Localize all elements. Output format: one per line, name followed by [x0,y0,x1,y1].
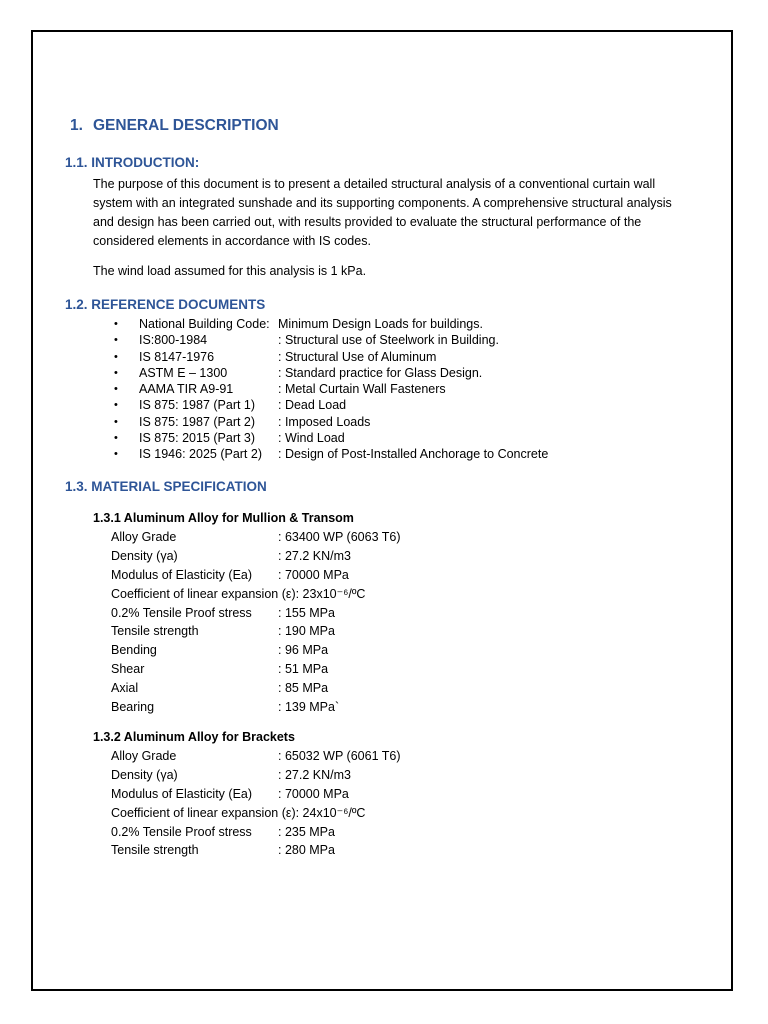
mullion-transom-properties [111,528,401,717]
property-row [111,841,365,860]
property-label: Modulus of Elasticity (Ea) [111,567,253,582]
bullet-icon: • [114,318,118,330]
reference-description: : Design of Post-Installed Anchorage to Concrete [278,447,549,462]
property-label: Density (γa) [111,548,178,563]
property-value: : 235 MPa [278,824,335,839]
bullet-icon: • [114,415,118,428]
property-label: Tensile strength [111,843,199,858]
property-row [111,766,365,785]
property-row [111,679,365,698]
property-label: Alloy Grade [111,530,177,544]
property-value: : 70000 MPa [278,567,349,582]
reference-name: IS 875: 1987 (Part 1) [139,398,256,413]
property-label: Shear [111,662,145,677]
property-value: : 27.2 KN/m3 [278,548,351,563]
reference-name: IS 875: 2015 (Part 3) [139,431,256,446]
property-row [111,660,365,679]
introduction-heading: 1.1. INTRODUCTION: [65,155,200,170]
property-value: : 63400 WP (6063 T6) [278,530,401,544]
paragraph-line: system with an integrated sunshade and its supporting components. A comprehensive structural analysis [93,196,672,210]
property-label: Bending [111,643,157,658]
property-value: : 280 MPa [278,843,335,858]
reference-description: : Structural Use of Aluminum [278,349,437,364]
reference-documents-heading: 1.2. REFERENCE DOCUMENTS [65,297,266,312]
property-row [111,641,365,660]
property-label: Tensile strength [111,624,199,639]
property-label: Density (γa) [111,767,178,782]
property-row [111,547,365,566]
bullet-icon: • [114,448,118,461]
property-row [111,804,365,823]
property-value: : 190 MPa [278,624,335,639]
property-row [111,785,365,804]
reference-name: ASTM E – 1300 [139,365,228,380]
property-label: Modulus of Elasticity (Ea) [111,786,253,801]
bullet-icon: • [114,383,118,396]
paragraph-line: considered elements in accordance with IS codes. [93,234,371,248]
brackets-properties [111,747,401,860]
reference-name: IS 1946: 2025 (Part 2) [139,447,262,462]
paragraph-line: and design has been carried out, with results provided to evaluate the structural performance of the [93,215,642,229]
property-row [111,566,365,585]
bullet-icon: • [114,334,118,347]
property-value: : 27.2 KN/m3 [278,767,351,782]
property-row [111,528,401,547]
section-title: GENERAL DESCRIPTION [93,117,279,134]
brackets-alloy-heading: 1.3.2 Aluminum Alloy for Brackets [93,730,295,744]
property-row [111,604,365,623]
reference-description: : Wind Load [278,431,345,446]
introduction-paragraph [93,175,713,251]
material-specification-heading: 1.3. MATERIAL SPECIFICATION [65,479,267,494]
property-row [111,698,365,717]
mullion-transom-alloy-heading: 1.3.1 Aluminum Alloy for Mullion & Transom [93,511,354,525]
property-value: : 139 MPa` [278,700,340,715]
bullet-icon: • [114,432,118,445]
bullet-icon: • [114,350,118,363]
reference-name: National Building Code: [139,317,270,331]
reference-name: IS 875: 1987 (Part 2) [139,414,256,429]
reference-name: IS:800-1984 [139,333,208,348]
section-number: 1. [70,117,83,134]
property-row [111,747,401,766]
property-label: Bearing [111,700,155,715]
property-value: : 51 MPa [278,662,329,677]
property-row [111,823,365,842]
reference-description: Minimum Design Loads for buildings. [278,317,483,331]
section-heading-general-description [70,117,279,135]
bullet-icon: • [114,366,118,379]
property-value: : 85 MPa [278,681,329,696]
reference-name: IS 8147-1976 [139,349,215,364]
property-label: 0.2% Tensile Proof stress [111,824,252,839]
bullet-icon: • [114,399,118,412]
property-label: 0.2% Tensile Proof stress [111,605,252,620]
property-value: : 155 MPa [278,605,335,620]
reference-name: AAMA TIR A9-91 [139,382,234,397]
reference-description: : Metal Curtain Wall Fasteners [278,382,446,397]
property-label: Alloy Grade [111,749,177,763]
property-row [111,585,365,604]
reference-description: : Dead Load [278,398,347,413]
paragraph-line: The purpose of this document is to present a detailed structural analysis of a conventional curtain wall [93,177,656,191]
property-row [111,622,365,641]
wind-load-paragraph: The wind load assumed for this analysis is 1 kPa. [93,264,367,278]
reference-description: : Standard practice for Glass Design. [278,365,483,380]
property-value: : 70000 MPa [278,786,349,801]
property-value: : 96 MPa [278,643,329,658]
property-value: : 65032 WP (6061 T6) [278,749,401,763]
property-label: Coefficient of linear expansion (ε): 23x10⁻⁶/ºC [111,586,366,601]
property-label: Coefficient of linear expansion (ε): 24x10⁻⁶/ºC [111,805,366,820]
reference-description: : Structural use of Steelwork in Building. [278,333,499,348]
reference-description: : Imposed Loads [278,414,371,429]
property-label: Axial [111,681,139,696]
